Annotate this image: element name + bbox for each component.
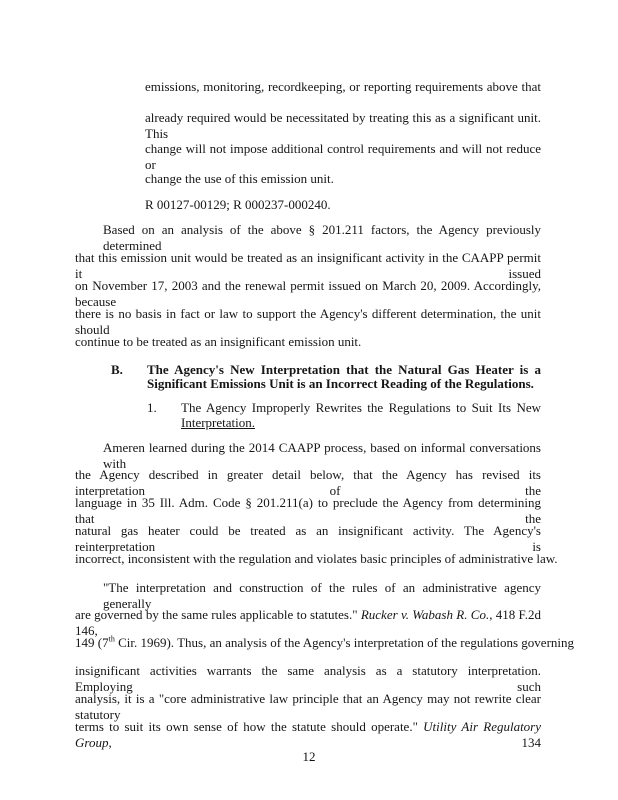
paragraph-line <box>75 607 541 638</box>
paragraph-line: Ameren learned during the 2014 CAAPP process, based on informal conversations with <box>103 440 541 471</box>
paragraph-line: on November 17, 2003 and the renewal permit issued on March 20, 2009. Accordingly, because <box>75 278 541 309</box>
block-quote-line: emissions, monitoring, recordkeeping, or reporting requirements above that <box>145 79 541 94</box>
paragraph-line: language in 35 Ill. Adm. Code § 201.211(a) to preclude the Agency from determining that the <box>75 495 541 526</box>
heading-1-line: The Agency Improperly Rewrites the Regulations to Suit Its New <box>181 400 541 415</box>
block-quote-line: change the use of this emission unit. <box>145 171 334 186</box>
paragraph-line: that this emission unit would be treated as an insignificant activity in the CAAPP permit it issued <box>75 250 541 281</box>
text-run: are governed by the same rules applicable to statutes." <box>75 607 358 622</box>
heading-1-label: 1. <box>147 400 157 415</box>
paragraph-line: Based on an analysis of the above § 201.211 factors, the Agency previously determined <box>103 222 541 253</box>
text-run: Cir. 1969). Thus, an analysis of the Agency's interpretation of the regulations governing <box>114 635 575 650</box>
paragraph-line: there is no basis in fact or law to support the Agency's different determination, the unit should <box>75 306 541 337</box>
paragraph-line: insignificant activities warrants the same analysis as a statutory interpretation. Employing such <box>75 663 541 694</box>
text-run: , 418 F.2d 146, <box>75 607 541 638</box>
paragraph-line: analysis, it is a "core administrative law principle that an Agency may not rewrite clear statutory <box>75 691 541 722</box>
paragraph-line: incorrect, inconsistent with the regulation and violates basic principles of administrative law. <box>75 551 558 566</box>
paragraph-line <box>75 634 575 651</box>
case-name: Utility Air Regulatory Group <box>75 719 542 750</box>
block-quote-line: change will not impose additional control requirements and will not reduce or <box>145 141 541 172</box>
citation-line: R 00127-00129; R 000237-000240. <box>145 197 331 212</box>
paragraph-line: the Agency described in greater detail below, that the Agency has revised its interpretation of the <box>75 467 541 498</box>
text-run: 149 (7 <box>75 635 109 650</box>
heading-b-line: The Agency's New Interpretation that the Natural Gas Heater is a <box>147 362 541 377</box>
text-run: terms to suit its own sense of how the statute should operate." <box>75 719 418 734</box>
heading-b-line: Significant Emissions Unit is an Incorrect Reading of the Regulations. <box>147 376 534 391</box>
paragraph-line: continue to be treated as an insignificant emission unit. <box>75 334 362 349</box>
superscript: th <box>108 634 115 644</box>
heading-1-line: Interpretation. <box>181 415 255 430</box>
paragraph-line: natural gas heater could be treated as an insignificant activity. The Agency's reinterpretation is <box>75 523 541 554</box>
heading-b-label: B. <box>111 362 123 377</box>
page-number: 12 <box>302 749 316 764</box>
paragraph-line <box>75 719 542 750</box>
case-name: Rucker v. Wabash R. Co. <box>360 607 490 622</box>
block-quote-line: already required would be necessitated by treating this as a significant unit. This <box>145 110 541 141</box>
text-run: , 134 <box>108 735 541 750</box>
paragraph-line: "The interpretation and construction of the rules of an administrative agency generally <box>103 580 541 611</box>
